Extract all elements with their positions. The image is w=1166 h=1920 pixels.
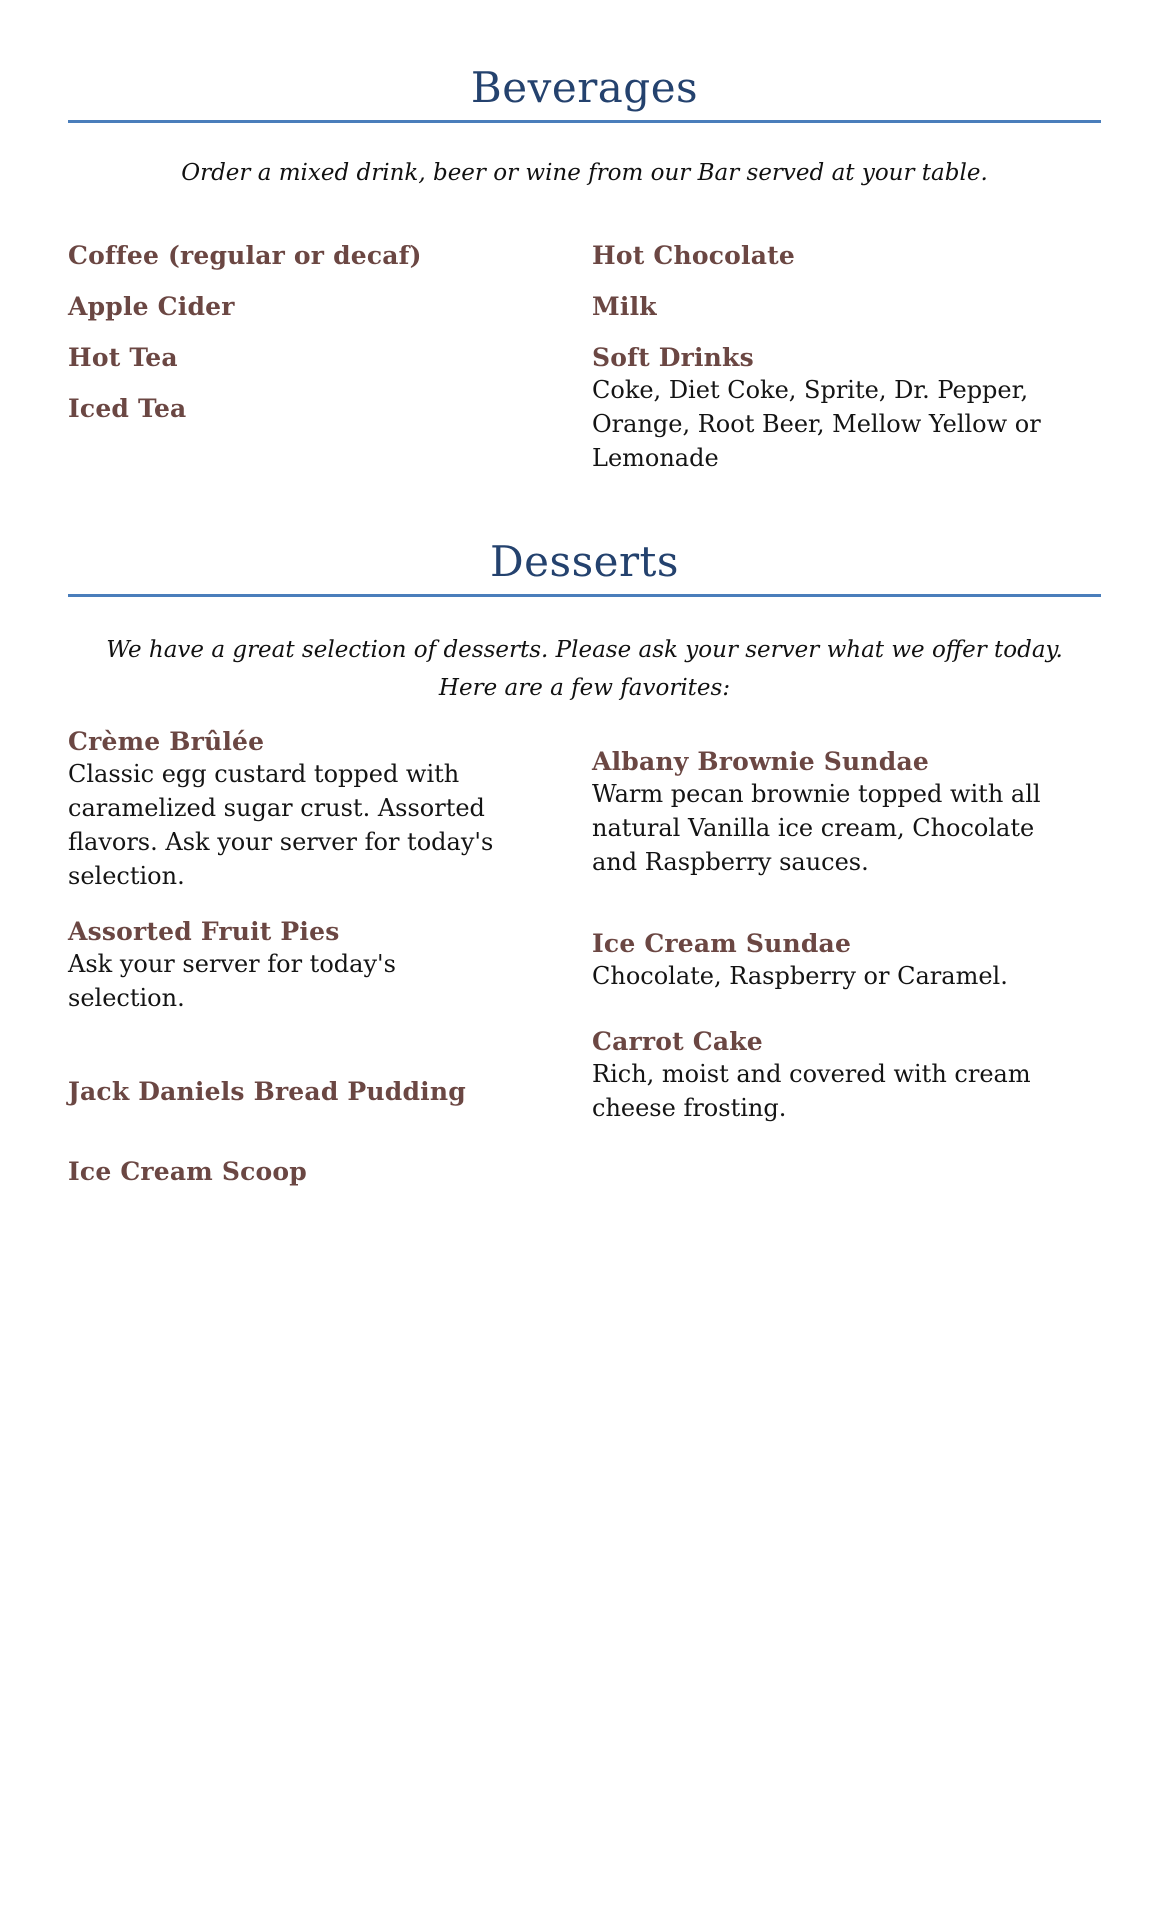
item-description: Chocolate, Raspberry or Caramel. <box>592 962 1008 990</box>
item-name: Assorted Fruit Pies <box>68 917 340 946</box>
item-name: Jack Daniels Bread Pudding <box>68 1077 466 1106</box>
beverages-intro: Order a mixed drink, beer or wine from our Bar served at your table. <box>181 160 988 186</box>
menu-item-hot-chocolate <box>592 241 1101 271</box>
menu-item-coffee <box>68 241 592 271</box>
desserts-column-left <box>68 727 592 1187</box>
item-description: Rich, moist and covered with cream cheese frosting. <box>592 1060 1031 1122</box>
item-name: Carrot Cake <box>592 1027 763 1056</box>
item-description: Ask your server for today's selection. <box>68 950 396 1012</box>
desserts-divider <box>68 594 1101 597</box>
item-name: Hot Chocolate <box>592 241 795 270</box>
section-desserts <box>68 538 1101 1187</box>
item-name: Ice Cream Scoop <box>68 1157 307 1186</box>
desserts-title: Desserts <box>489 537 679 586</box>
beverages-title: Beverages <box>470 63 699 112</box>
item-name: Apple Cider <box>68 292 235 321</box>
item-description: Coke, Diet Coke, Sprite, Dr. Pepper, Orange, Root Beer, Mellow Yellow or Lemonade <box>592 376 1041 472</box>
item-name: Soft Drinks <box>592 343 754 372</box>
item-name: Hot Tea <box>68 343 178 372</box>
item-description: Classic egg custard topped with caramelized sugar crust. Assorted flavors. Ask your server for today's selection. <box>68 760 494 890</box>
menu-item-apple-cider <box>68 292 592 322</box>
menu-item-soft-drinks <box>592 343 1101 475</box>
menu-item-ice-cream-scoop <box>68 1157 592 1187</box>
desserts-column-right <box>592 727 1101 1125</box>
menu-item-iced-tea <box>68 394 592 424</box>
desserts-intro: We have a great selection of desserts. Please ask your server what we offer today. Here are a few favorites: <box>106 637 1063 701</box>
item-description: Warm pecan brownie topped with all natural Vanilla ice cream, Chocolate and Raspberry sauces. <box>592 780 1041 876</box>
beverages-divider <box>68 120 1101 123</box>
beverages-column-left <box>68 241 592 445</box>
menu-item-carrot-cake <box>592 1027 1101 1125</box>
menu-item-milk <box>592 292 1101 322</box>
beverages-column-right <box>592 241 1101 496</box>
item-name: Ice Cream Sundae <box>592 929 852 958</box>
menu-item-jack-daniels-bread-pudding <box>68 1077 592 1107</box>
beverages-columns <box>68 241 1101 496</box>
menu-item-creme-brulee <box>68 727 592 893</box>
item-name: Coffee (regular or decaf) <box>68 241 422 270</box>
menu-item-assorted-fruit-pies <box>68 917 592 1015</box>
section-beverages <box>68 64 1101 496</box>
menu-item-hot-tea <box>68 343 592 373</box>
item-name: Crème Brûlée <box>68 727 265 756</box>
desserts-columns <box>68 727 1101 1187</box>
menu-item-ice-cream-sundae <box>592 929 1101 993</box>
menu-item-albany-brownie-sundae <box>592 747 1101 879</box>
item-name: Iced Tea <box>68 394 187 423</box>
item-name: Albany Brownie Sundae <box>592 747 929 776</box>
item-name: Milk <box>592 292 657 321</box>
